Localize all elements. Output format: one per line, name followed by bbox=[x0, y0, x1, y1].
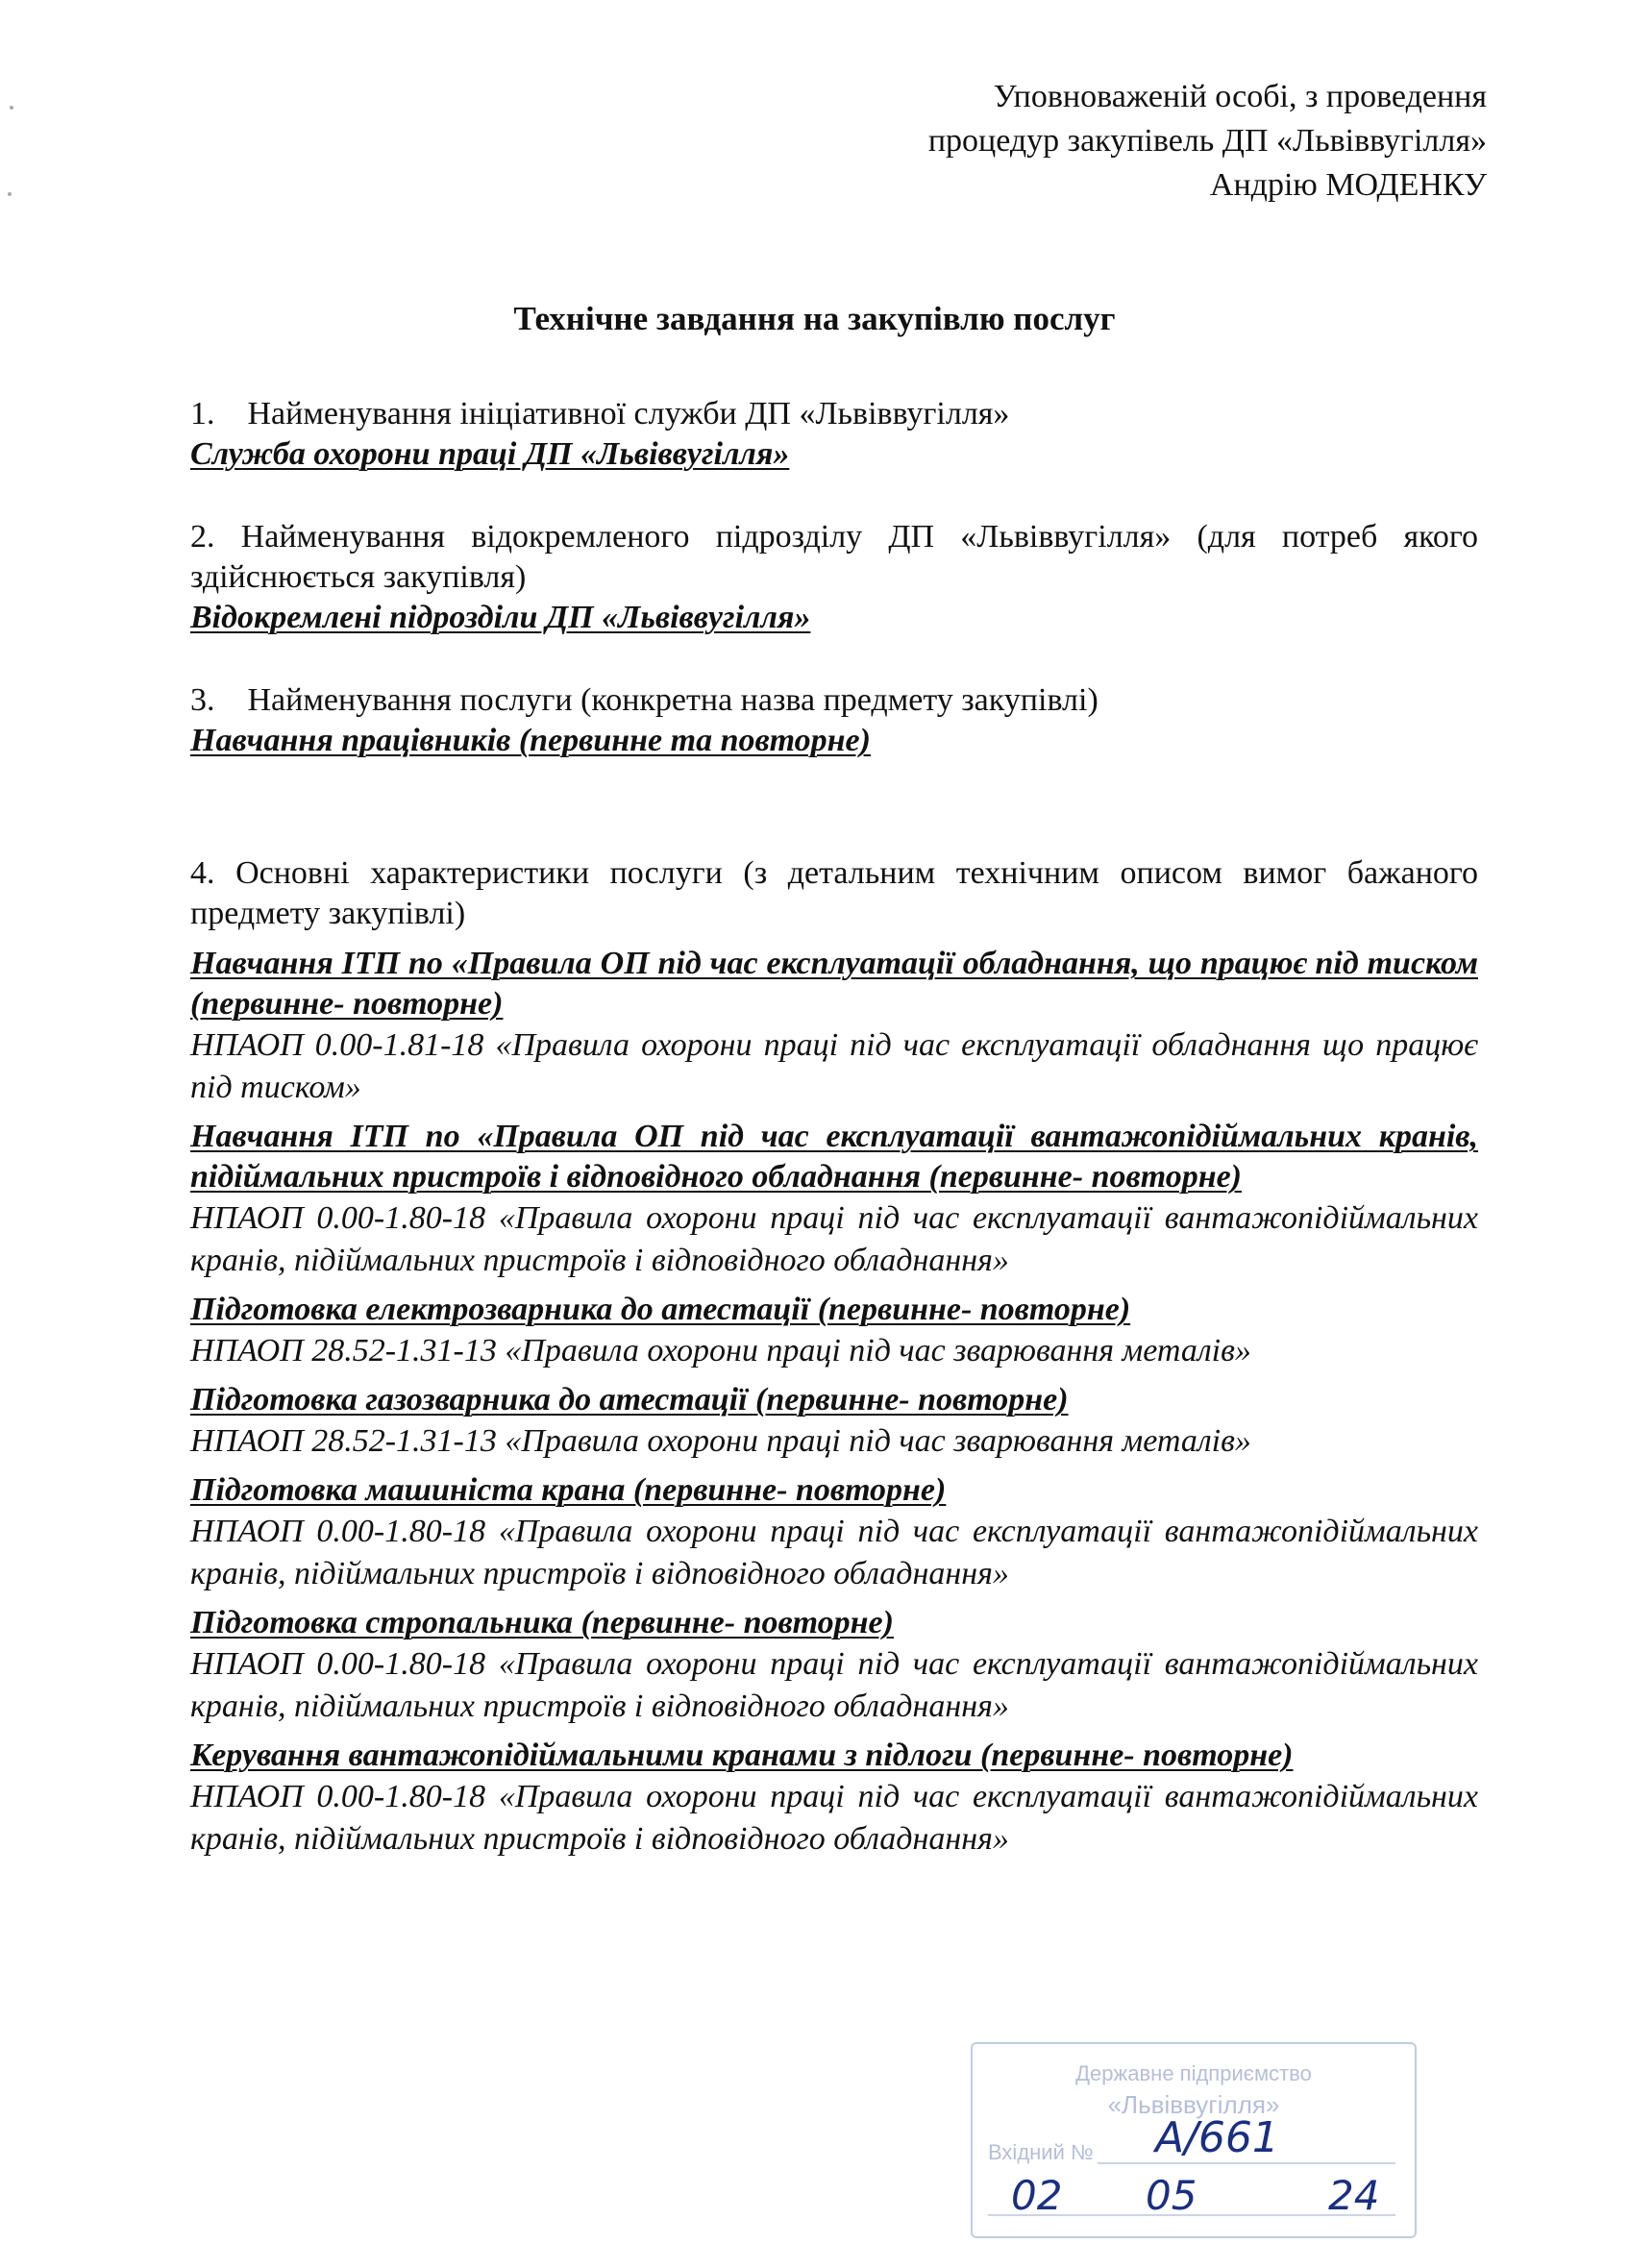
item-title: Навчання ІТП по «Правила ОП під час експлуатації обладнання, що працює під тиском (первинне- повторне) bbox=[190, 946, 1478, 1022]
item-title: Підготовка стропальника (первинне- повторне) bbox=[190, 1605, 894, 1640]
section-label: 1. Найменування ініціативної служби ДП «Львіввугілля» bbox=[190, 396, 1010, 431]
list-item bbox=[190, 1736, 1478, 1861]
list-item bbox=[190, 944, 1478, 1109]
item-description: НПАОП 0.00-1.80-18 «Правила охорони праці під час експлуатації вантажопідіймальних кранів, підіймальних пристроїв і відповідного обладнання» bbox=[190, 1200, 1478, 1278]
scan-speck bbox=[8, 192, 12, 196]
section-label: 2. Найменування відокремленого підрозділу ДП «Львіввугілля» (для потреб якого здійснюється закупівля) bbox=[190, 519, 1478, 595]
item-title: Навчання ІТП по «Правила ОП під час експлуатації вантажопідіймальних кранів, підіймальних пристроїв і відповідного обладнання (первинне- повторне) bbox=[190, 1119, 1478, 1195]
addressee-block bbox=[622, 75, 1487, 208]
section-1 bbox=[190, 394, 1478, 475]
list-item bbox=[190, 1380, 1478, 1463]
list-item bbox=[190, 1290, 1478, 1372]
section-label: 3. Найменування послуги (конкретна назва предмету закупівлі) bbox=[190, 682, 1098, 718]
service-list bbox=[190, 944, 1478, 1861]
section-label: 4. Основні характеристики послуги (з детальним технічним описом вимог бажаного предмету закупівлі) bbox=[190, 855, 1478, 931]
section-2 bbox=[190, 517, 1478, 638]
document-title: Технічне завдання на закупівлю послуг bbox=[513, 300, 1116, 337]
stamp-graphic bbox=[973, 2044, 1415, 2236]
addressee-name: Андрію МОДЕНКУ bbox=[1209, 167, 1487, 203]
item-title: Підготовка машиніста крана (первинне- повторне) bbox=[190, 1472, 947, 1508]
document-body bbox=[190, 394, 1478, 1868]
section-3 bbox=[190, 680, 1478, 761]
section-value: Навчання працівників (первинне та повторне) bbox=[190, 723, 871, 758]
addressee-line: Уповноваженій особі, з проведення bbox=[993, 79, 1487, 114]
handwritten-number: А/661 bbox=[1155, 2113, 1279, 2162]
list-item bbox=[190, 1117, 1478, 1282]
scan-speck bbox=[10, 106, 13, 110]
item-description: НПАОП 0.00-1.80-18 «Правила охорони праці під час експлуатації вантажопідіймальних кранів, підіймальних пристроїв і відповідного обладнання» bbox=[190, 1779, 1478, 1857]
list-item bbox=[190, 1603, 1478, 1728]
item-title: Підготовка газозварника до атестації (первинне- повторне) bbox=[190, 1382, 1069, 1418]
section-4 bbox=[190, 853, 1478, 934]
item-description: НПАОП 0.00-1.81-18 «Правила охорони праці під час експлуатації обладнання що працює під тиском» bbox=[190, 1027, 1478, 1105]
stamp-incoming-label: Вхідний № bbox=[988, 2140, 1094, 2164]
item-description: НПАОП 28.52-1.31-13 «Правила охорони праці під час зварювання металів» bbox=[190, 1423, 1251, 1459]
item-title: Керування вантажопідіймальними кранами з підлоги (первинне- повторне) bbox=[190, 1738, 1294, 1773]
list-item bbox=[190, 1470, 1478, 1595]
addressee-line: процедур закупівель ДП «Львіввугілля» bbox=[927, 123, 1487, 159]
registration-stamp bbox=[971, 2042, 1417, 2238]
item-description: НПАОП 0.00-1.80-18 «Правила охорони праці під час експлуатації вантажопідіймальних кранів, підіймальних пристроїв і відповідного обладнання» bbox=[190, 1646, 1478, 1724]
handwritten-day: 02 bbox=[1011, 2172, 1063, 2219]
item-description: НПАОП 0.00-1.80-18 «Правила охорони праці під час експлуатації вантажопідіймальних кранів, підіймальних пристроїв і відповідного обладнання» bbox=[190, 1514, 1478, 1591]
section-value: Відокремлені підрозділи ДП «Львіввугілля» bbox=[190, 600, 811, 635]
handwritten-month: 05 bbox=[1146, 2172, 1197, 2219]
section-value: Служба охорони праці ДП «Львіввугілля» bbox=[190, 436, 790, 472]
handwritten-year: 24 bbox=[1328, 2172, 1380, 2219]
item-title: Підготовка електрозварника до атестації (первинне- повторне) bbox=[190, 1292, 1131, 1327]
stamp-org-name: «Львіввугілля» bbox=[1107, 2090, 1280, 2119]
stamp-org-line: Державне підприємство bbox=[1075, 2061, 1312, 2085]
item-description: НПАОП 28.52-1.31-13 «Правила охорони праці під час зварювання металів» bbox=[190, 1333, 1251, 1368]
